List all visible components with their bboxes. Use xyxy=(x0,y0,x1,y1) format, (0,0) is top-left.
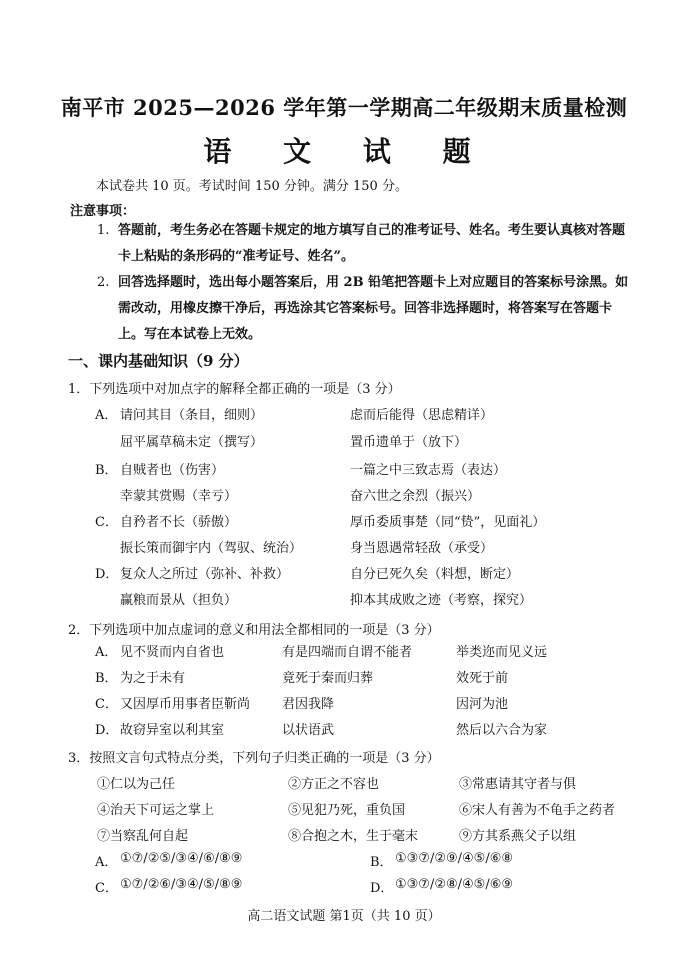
notice-item xyxy=(97,218,637,270)
option-label: B． xyxy=(95,463,118,478)
q2-option-c-col-3: 因河为池 xyxy=(456,697,509,712)
notice-item-number: 1. xyxy=(97,223,110,238)
q1-option-b-item-4: 奋六世之余烈（振兴） xyxy=(350,489,481,504)
q1-option-d-item-2: 自分已死久矣（料想，断定） xyxy=(350,567,520,582)
q3-sentence: ⑨方其系燕父子以组 xyxy=(459,829,577,844)
q2-option-a-col-3: 举类迩而见义远 xyxy=(456,645,548,660)
option-label: C． xyxy=(95,881,118,896)
notice-item-number: 2. xyxy=(97,275,110,290)
q1-option-c-item-1: 自矜者不长（骄傲） xyxy=(120,515,238,530)
q1-option-b-item-3: 幸蒙其赏赐（幸亏） xyxy=(120,489,238,504)
question-3-stem: 3．按照文言句式特点分类，下列句子归类正确的一项是（3 分） xyxy=(68,751,440,766)
q1-option-b-item-2: 一篇之中三致志焉（表达） xyxy=(350,463,507,478)
q1-option-c-item-2: 厚币委质事楚（同“贽”，见面礼） xyxy=(350,515,546,530)
option-label: B． xyxy=(370,855,393,870)
question-1-stem: 1．下列选项中对加点字的解释全都正确的一项是（3 分） xyxy=(68,382,401,397)
option-label: A． xyxy=(95,645,118,660)
q1-option-c-item-4: 身当恩遇常轻敌（承受） xyxy=(350,541,494,556)
q1-option-c-item-3: 振长策而御宇内（驾驭、统治） xyxy=(120,541,303,556)
q2-option-b-col-1: 为之于未有 xyxy=(120,671,186,686)
q2-option-a-col-1: 见不贤而内自省也 xyxy=(120,645,225,660)
section-heading: 一、课内基础知识（9 分） xyxy=(68,352,249,370)
q3-option-c: ①⑦/②⑥/③④/⑤/⑧⑨ xyxy=(120,877,243,892)
notice-heading: 注意事项： xyxy=(70,204,136,219)
option-label: C． xyxy=(95,515,118,530)
q3-option-b: ①③⑦/②⑨/④⑤/⑥⑧ xyxy=(395,851,514,866)
q3-sentence: ⑤见犯乃死，重负国 xyxy=(288,803,406,818)
option-label: D． xyxy=(95,567,119,582)
q1-option-a-item-3: 屈平属草稿未定（撰写） xyxy=(120,435,264,450)
q2-option-c-col-2: 君因我降 xyxy=(282,697,335,712)
q3-sentence: ①仁以为己任 xyxy=(97,777,176,792)
q1-option-a-item-1: 请问其目（条目，细则） xyxy=(120,408,264,423)
option-label: A． xyxy=(95,408,118,423)
exam-intro: 本试卷共 10 页。考试时间 150 分钟。满分 150 分。 xyxy=(96,179,408,194)
q1-option-d-item-4: 抑本其成败之迹（考察，探究） xyxy=(350,593,533,608)
q3-sentence: ②方正之不容也 xyxy=(288,777,380,792)
notice-item-text: 回答选择题时，选出每小题答案后，用 2B 铅笔把答题卡上对应题目的答案标号涂黑。如需改动，用橡皮擦干净后，再选涂其它答案标号。回答非选择题时，将答案写在答题卡上。写在本试卷上无效。 xyxy=(118,275,629,342)
q2-option-c-col-1: 又因厚币用事者臣靳尚 xyxy=(120,697,251,712)
q2-option-b-col-3: 效死于前 xyxy=(456,671,509,686)
page-footer: 高二语文试题 第1页（共 10 页） xyxy=(247,909,441,924)
q1-option-b-item-1: 自贼者也（伤害） xyxy=(120,463,225,478)
q2-option-d-col-2: 以状语武 xyxy=(282,723,335,738)
q2-option-b-col-2: 竟死于秦而归葬 xyxy=(282,671,374,686)
q1-option-d-item-3: 赢粮而景从（担负） xyxy=(120,593,238,608)
q3-option-d: ①③⑦/②⑧/④⑤/⑥⑨ xyxy=(395,877,514,892)
subject-title: 语 文 试 题 xyxy=(203,135,485,168)
option-label: C． xyxy=(95,697,118,712)
option-label: D． xyxy=(95,723,119,738)
notice-item-text: 答题前，考生务必在答题卡规定的地方填写自己的准考证号、姓名。考生要认真核对答题卡上粘贴的条形码的“准考证号、姓名”。 xyxy=(118,223,626,264)
q2-option-a-col-2: 有是四端而自谓不能者 xyxy=(282,645,413,660)
q3-sentence: ③常惠请其守者与俱 xyxy=(459,777,577,792)
option-label: B． xyxy=(95,671,118,686)
question-2-stem: 2．下列选项中加点虚词的意义和用法全都相同的一项是（3 分） xyxy=(68,623,440,638)
q1-option-d-item-1: 复众人之所过（弥补、补救） xyxy=(120,567,290,582)
notice-item xyxy=(97,270,637,348)
q3-sentence: ④治天下可运之掌上 xyxy=(97,803,215,818)
option-label: D． xyxy=(370,881,394,896)
q3-option-a: ①⑦/②⑤/③④/⑥/⑧⑨ xyxy=(120,851,243,866)
option-label: A． xyxy=(95,855,118,870)
q3-sentence: ⑥宋人有善为不龟手之药者 xyxy=(459,803,616,818)
q1-option-a-item-4: 置币遗单于（放下） xyxy=(350,435,468,450)
q3-sentence: ⑧合抱之木，生于毫末 xyxy=(288,829,419,844)
q1-option-a-item-2: 虑而后能得（思虑精详） xyxy=(350,408,494,423)
q2-option-d-col-3: 然后以六合为家 xyxy=(456,723,548,738)
exam-title: 南平市 2025—2026 学年第一学期高二年级期末质量检测 xyxy=(60,95,628,120)
q2-option-d-col-1: 故窃异室以利其室 xyxy=(120,723,225,738)
q3-sentence: ⑦当察乱何自起 xyxy=(97,829,189,844)
